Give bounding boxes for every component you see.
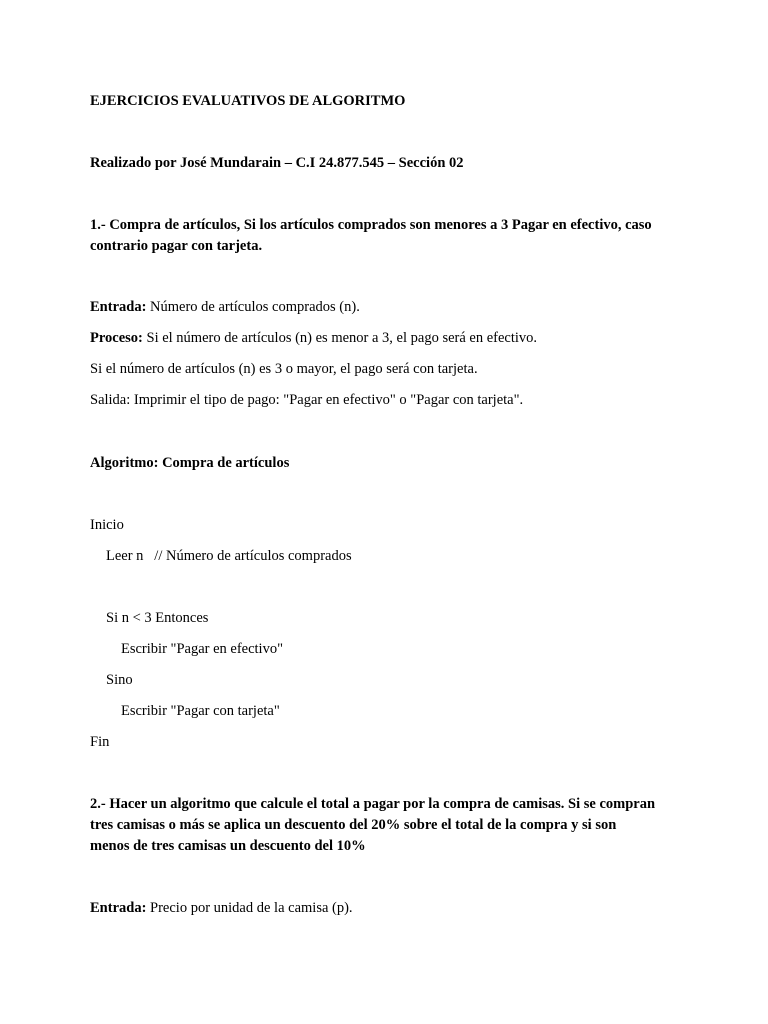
- exercise-1-proceso: [90, 328, 537, 349]
- algorithm-title: Algoritmo: Compra de artículos: [90, 455, 290, 471]
- document-title: EJERCICIOS EVALUATIVOS DE ALGORITMO: [90, 93, 406, 109]
- entrada-label: Entrada:: [90, 900, 147, 916]
- proceso-text: Si el número de artículos (n) es menor a 3, el pago será en efectivo.: [142, 330, 538, 346]
- exercise-1-proceso-continued: Si el número de artículos (n) es 3 o mayor, el pago será con tarjeta.: [90, 361, 478, 377]
- exercise-1-heading-line-1: 1.- Compra de artículos, Si los artículos comprados son menores a 3 Pagar en efectivo, caso: [90, 217, 652, 233]
- author-line: Realizado por José Mundarain – C.I 24.877.545 – Sección 02: [90, 155, 464, 171]
- entrada-text: Precio por unidad de la camisa (p).: [146, 900, 353, 916]
- exercise-1-salida: Salida: Imprimir el tipo de pago: "Pagar en efectivo" o "Pagar con tarjeta".: [90, 392, 524, 408]
- exercise-2-heading-line-2: tres camisas o más se aplica un descuento del 20% sobre el total de la compra y si son: [90, 817, 617, 833]
- code-sino: Sino: [106, 672, 133, 688]
- code-escribir-tarjeta: Escribir "Pagar con tarjeta": [121, 703, 280, 719]
- code-escribir-efectivo: Escribir "Pagar en efectivo": [121, 641, 284, 657]
- code-si: Si n < 3 Entonces: [106, 610, 209, 626]
- code-leer: Leer n // Número de artículos comprados: [106, 548, 352, 564]
- entrada-text: Número de artículos comprados (n).: [146, 299, 360, 315]
- exercise-2-heading-line-1: 2.- Hacer un algoritmo que calcule el total a pagar por la compra de camisas. Si se compran: [90, 796, 656, 812]
- exercise-2-heading-line-3: menos de tres camisas un descuento del 10%: [90, 838, 366, 854]
- exercise-1-entrada: [90, 297, 360, 318]
- code-fin: Fin: [90, 734, 110, 750]
- exercise-1-heading-line-2: contrario pagar con tarjeta.: [90, 238, 263, 254]
- entrada-label: Entrada:: [90, 299, 147, 315]
- code-inicio: Inicio: [90, 517, 124, 533]
- exercise-2-entrada: [90, 898, 353, 919]
- proceso-label: Proceso:: [90, 330, 143, 346]
